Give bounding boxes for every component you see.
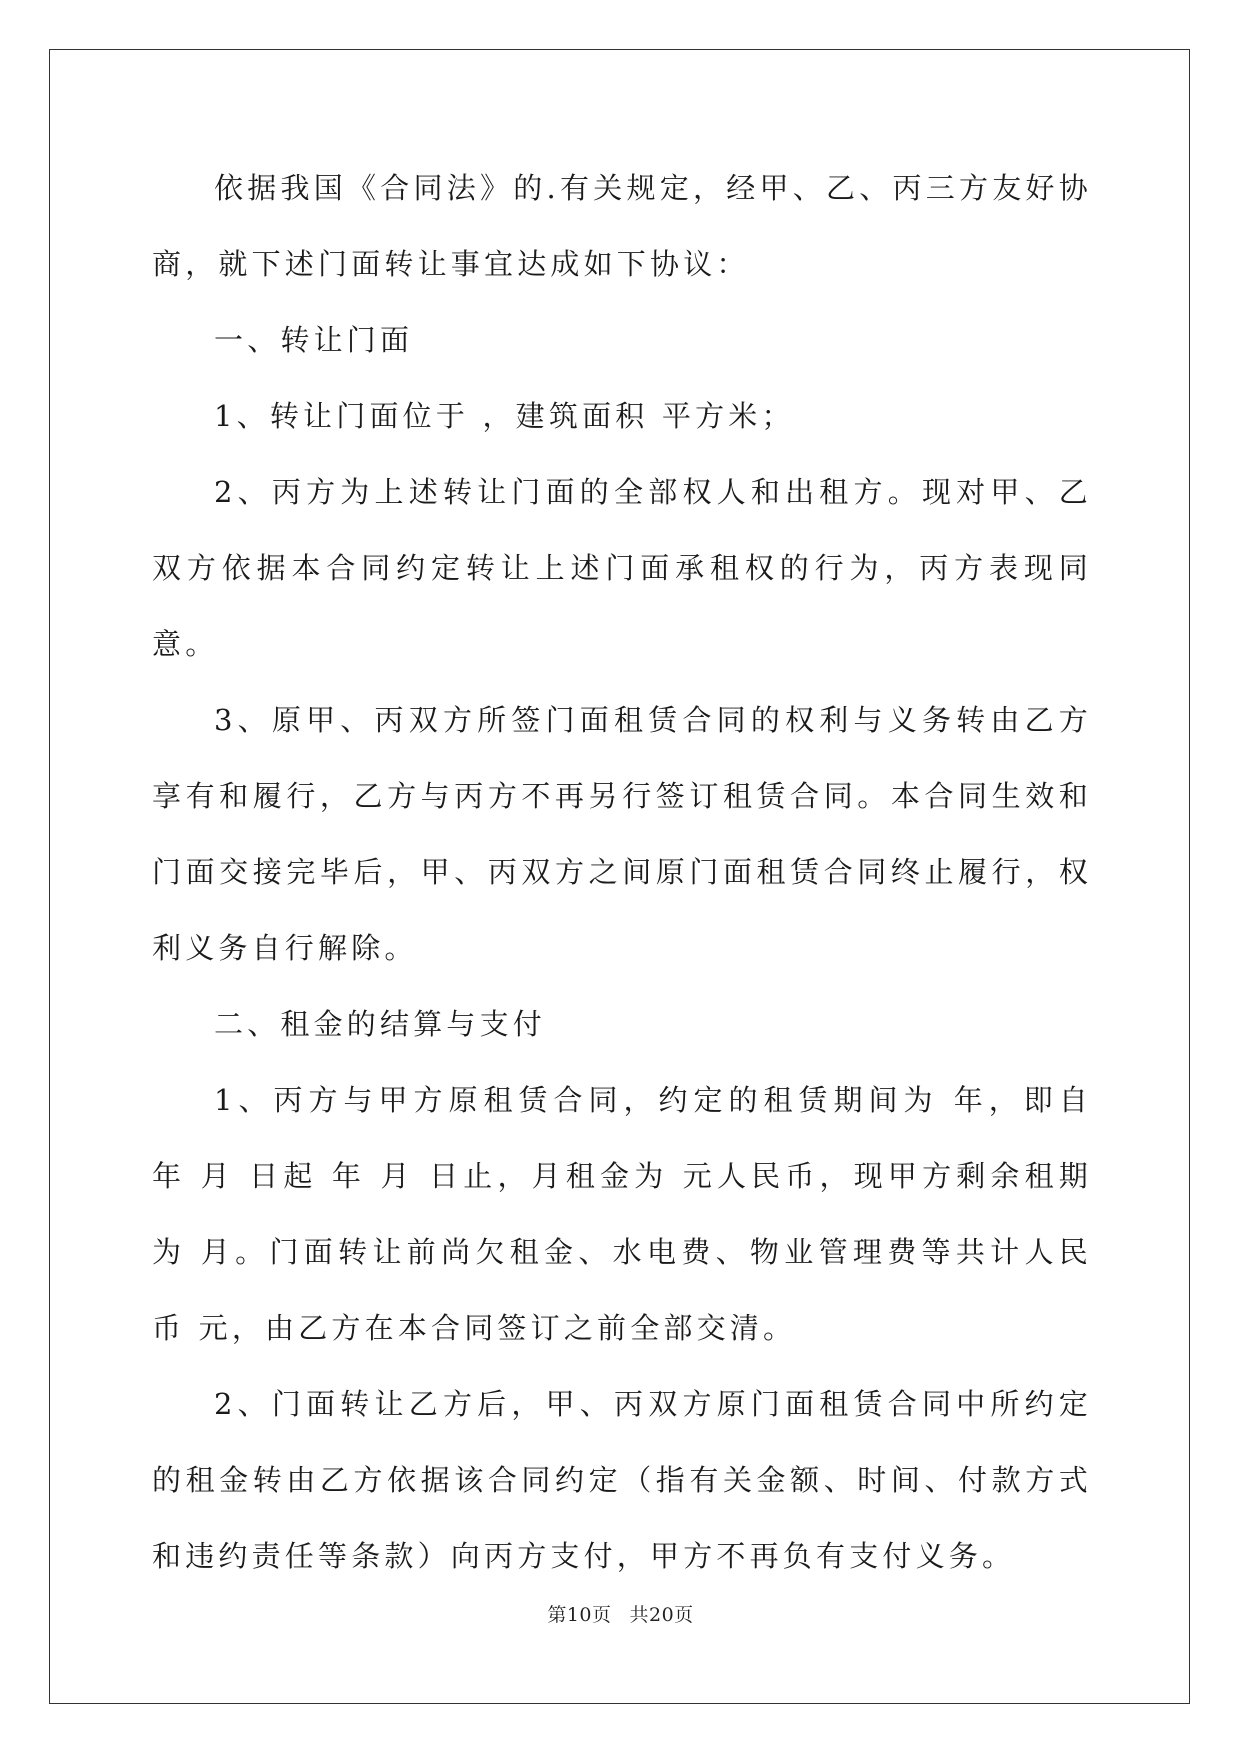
page-footer	[0, 1600, 1241, 1627]
clause-landlord-consent: 2、丙方为上述转让门面的全部权人和出租方。现对甲、乙双方依据本合同约定转让上述门面承租权的行为，丙方表现同意。	[152, 475, 1092, 661]
clause-rights-transfer: 3、原甲、丙双方所签门面租赁合同的权利与义务转由乙方享有和履行，乙方与丙方不再另行签订租赁合同。本合同生效和门面交接完毕后，甲、丙双方之间原门面租赁合同终止履行，权利义务自行解除。	[152, 703, 1092, 965]
clause-location: 1、转让门面位于 ，建筑面积 平方米；	[214, 399, 795, 433]
document-body	[152, 150, 1092, 1594]
clause-rent-terms: 1、丙方与甲方原租赁合同，约定的租赁期间为 年，即自 年 月 日起 年 月 日止，月租金为 元人民币，现甲方剩余租期为 月。门面转让前尚欠租金、水电费、物业管理费等共计人民币 元，由乙方在本合同签订之前全部交清。	[152, 1083, 1092, 1345]
section-heading-transfer: 一、转让门面	[214, 323, 414, 357]
paragraph-preamble: 依据我国《合同法》的.有关规定，经甲、乙、丙三方友好协商，就下述门面转让事宜达成如下协议：	[152, 171, 1092, 281]
section-heading-rent: 二、租金的结算与支付	[214, 1007, 547, 1041]
page-number: 第10页	[547, 1604, 612, 1626]
clause-rent-payment: 2、门面转让乙方后，甲、丙双方原门面租赁合同中所约定的租金转由乙方依据该合同约定（指有关金额、时间、付款方式和违约责任等条款）向丙方支付，甲方不再负有支付义务。	[152, 1387, 1092, 1573]
page-total: 共20页	[629, 1604, 694, 1626]
